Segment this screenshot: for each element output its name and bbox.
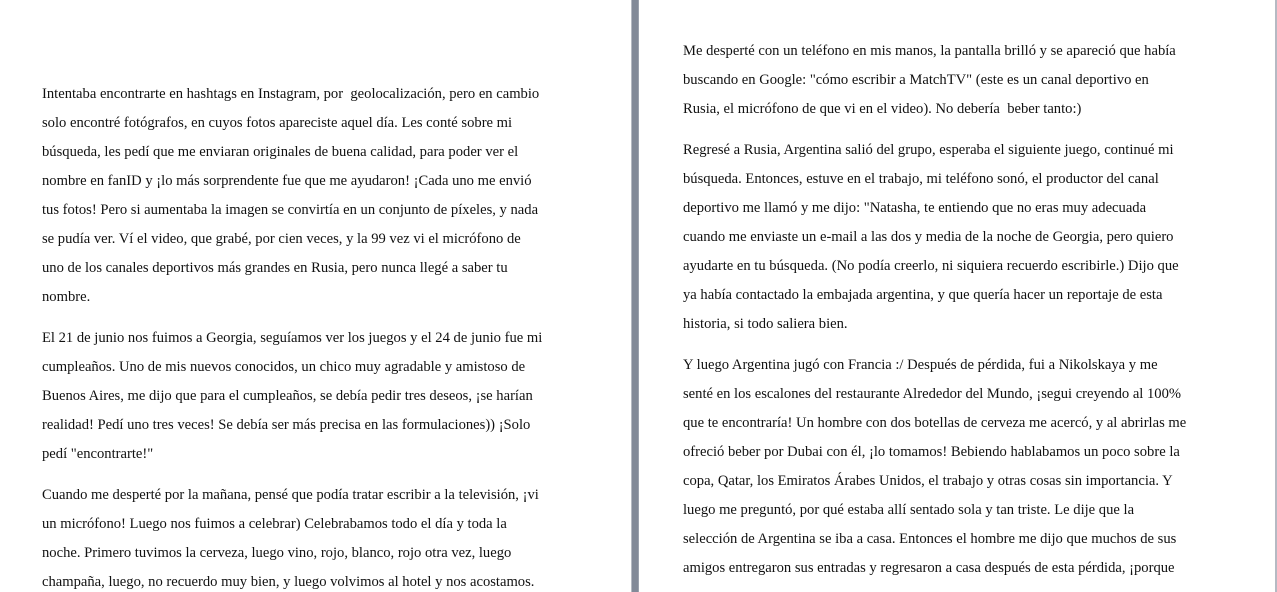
paragraph[interactable]: Regresé a Rusia, Argentina salió del grupo, esperaba el siguiente juego, continué mi búsqueda. Entonces, estuve en el trabajo, mi teléfono sonó, el productor del canal deportivo me llamó y me dijo: "Natasha, te entiendo que no eras muy adecuada cuando me enviaste un e-mail a las dos y media de la noche de Georgia, pero quiero ayudarte en tu búsqueda. (No podía creerlo, ni siquiera recuerdo escribirle.) Dijo que ya había contactado la embajada argentina, y que quería hacer un reportaje de esta historia, si todo saliera bien. — [683, 142, 1179, 332]
paragraph[interactable]: Y luego Argentina jugó con Francia :/ Después de pérdida, fui a Nikolskaya y me senté en los escalones del restaurante Alrededor del Mundo, ¡segui creyendo al 100% que te encontraría! Un hombre con dos botellas de cerveza me acercó, y al abrirlas me ofreció beber por Dubai con él, ¡lo tomamos! Bebiendo hablabamos un poco sobre la copa, Qatar, los Emiratos Árabes Unidos, el trabajo y otras cosas sin importancia. Y luego me preguntó, por qué estaba allí sentado sola y tan triste. Le dije que la selección de Argentina se iba a casa. Entonces el hombre me dijo que muchos de sus amigos entregaron sus entradas y regresaron a casa después de esta pérdida, ¡porque — [683, 357, 1187, 576]
paragraph[interactable]: Intentaba encontrarte en hashtags en Instagram, por geolocalización, pero en cambio solo encontré fotógrafos, en cuyos fotos apareciste aquel día. Les conté sobre mi búsqueda, les pedí que me enviaran originales de buena calidad, para poder ver el nombre en fanID y ¡lo más sorprendente fue que me ayudaron! ¡Cada uno me envió tus fotos! Pero si aumentaba la imagen se convirtía en un conjunto de píxeles, y nada se pudía ver. Ví el video, que grabé, por cien veces, y la 99 vez vi el micrófono de uno de los canales deportivos más grandes en Rusia, pero nunca llegé a saber tu nombre. — [42, 86, 540, 305]
page-separator — [631, 0, 639, 592]
paragraph[interactable]: El 21 de junio nos fuimos a Georgia, seguíamos ver los juegos y el 24 de junio fue mi cumpleaños. Uno de mis nuevos conocidos, un chico muy agradable y amistoso de Buenos Aires, me dijo que para el cumpleaños, se debía pedir tres deseos, ¡se harían realidad! Pedí uno tres veces! Se debía ser más precisa en las formulaciones)) ¡Solo pedí "encontrarte!" — [42, 330, 543, 462]
document-page-left[interactable] — [0, 0, 631, 592]
paragraph[interactable]: Me desperté con un teléfono en mis manos, la pantalla brilló y se apareció que había buscando en Google: "cómo escribir a MatchTV" (este es un canal deportivo en Rusia, el micrófono de que vi en el video). No debería beber tanto:) — [683, 43, 1176, 117]
paragraph[interactable]: Cuando me desperté por la mañana, pensé que podía tratar escribir a la televisión, ¡vi un micrófono! Luego nos fuimos a celebrar) Celebrabamos todo el día y toda la noche. Primero tuvimos la cerveza, luego vino, rojo, blanco, rojo otra vez, luego champaña, luego, no recuerdo muy bien, y luego volvimos al hotel y nos acostamos. — [42, 487, 539, 590]
page-left-text-body[interactable] — [42, 80, 590, 592]
document-page-right[interactable] — [639, 0, 1277, 592]
page-right-text-body[interactable] — [683, 37, 1235, 583]
